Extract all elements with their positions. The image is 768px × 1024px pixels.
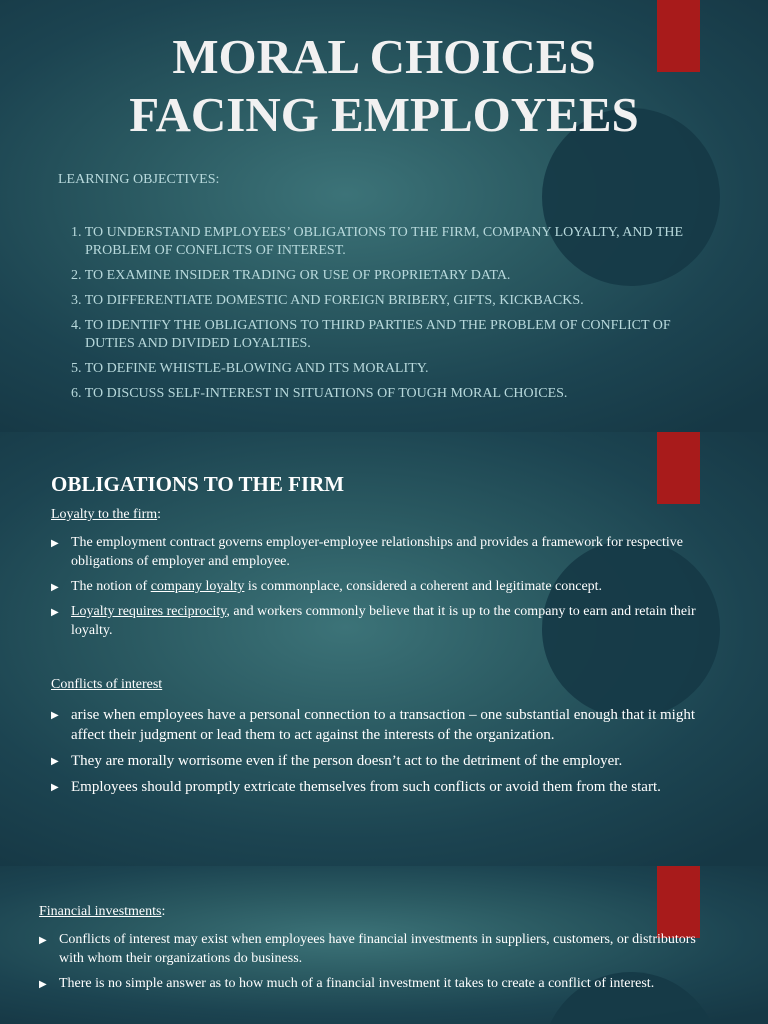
bullet-text: arise when employees have a personal connection to a transaction – one substantial enough that it might affect their judgment or lead them to act against the interests of the organization.	[71, 707, 695, 743]
loyalty-label: Loyalty to the firm	[51, 507, 158, 522]
list-item	[51, 777, 711, 797]
bullet-text: , and workers commonly believe that it is up to the company to earn and retain their loyalty.	[71, 604, 696, 638]
bullet-arrow-icon: ▶	[51, 756, 59, 767]
conflicts-subheading	[51, 677, 162, 693]
bullet-text: They are morally worrisome even if the person doesn’t act to the detriment of the employer.	[71, 753, 623, 769]
bullet-arrow-icon: ▶	[51, 607, 59, 618]
bullet-text: is commonplace, considered a coherent and legitimate concept.	[244, 579, 603, 594]
bullet-text: Conflicts of interest may exist when employees have financial investments in suppliers, customers, or distributors with whom their organizations do business.	[59, 932, 696, 966]
objective-item: 2. TO EXAMINE INSIDER TRADING OR USE OF PROPRIETARY DATA.	[71, 268, 511, 283]
list-item	[51, 533, 701, 571]
objective-item: 4. TO IDENTIFY THE OBLIGATIONS TO THIRD PARTIES AND THE PROBLEM OF CONFLICT OF DUTIES AND DIVIDED LOYALTIES.	[71, 318, 671, 351]
loyalty-colon: :	[157, 507, 162, 522]
financial-label: Financial investments	[39, 904, 162, 919]
list-item	[51, 751, 711, 771]
slide-learning-objectives	[0, 0, 768, 432]
financial-bullets	[39, 930, 719, 999]
objectives-list	[58, 224, 718, 410]
bullet-arrow-icon: ▶	[51, 538, 59, 549]
bullet-arrow-icon: ▶	[51, 710, 59, 721]
financial-subheading	[39, 904, 165, 920]
title-line-2: FACING EMPLOYEES	[129, 87, 639, 142]
bullet-arrow-icon: ▶	[51, 582, 59, 593]
slide-title	[0, 28, 768, 144]
bullet-arrow-icon: ▶	[39, 935, 47, 946]
financial-colon: :	[161, 904, 166, 919]
objective-item: 1. TO UNDERSTAND EMPLOYEES’ OBLIGATIONS TO THE FIRM, COMPANY LOYALTY, AND THE PROBLEM OF CONFLICTS OF INTEREST.	[71, 225, 684, 258]
list-item	[51, 705, 711, 745]
bullet-arrow-icon: ▶	[51, 782, 59, 793]
title-line-1: MORAL CHOICES	[172, 29, 596, 84]
section-heading: OBLIGATIONS TO THE FIRM	[51, 472, 345, 496]
objectives-heading: LEARNING OBJECTIVES:	[58, 172, 220, 187]
loyalty-bullets	[51, 533, 701, 646]
bullet-text: There is no simple answer as to how much of a financial investment it takes to create a conflict of interest.	[59, 976, 655, 991]
list-item	[39, 974, 719, 993]
list-item	[39, 930, 719, 968]
list-item	[51, 577, 701, 596]
conflicts-bullets	[51, 705, 711, 803]
bullet-text: The notion of	[71, 579, 151, 594]
bullet-text: The employment contract governs employer-employee relationships and provides a framework for respective obligations of employer and employee.	[71, 535, 684, 569]
reciprocity-term: Loyalty requires reciprocity	[71, 604, 227, 619]
accent-red-bar	[657, 432, 700, 504]
slide-financial-investments	[0, 866, 768, 1024]
conflicts-label: Conflicts of interest	[51, 677, 163, 692]
objective-item: 5. TO DEFINE WHISTLE-BLOWING AND ITS MORALITY.	[71, 361, 429, 376]
list-item	[51, 602, 701, 640]
loyalty-subheading	[51, 507, 161, 523]
bullet-arrow-icon: ▶	[39, 979, 47, 990]
accent-red-bar	[657, 866, 700, 938]
bullet-text: Employees should promptly extricate themselves from such conflicts or avoid them from the start.	[71, 779, 661, 795]
objective-item: 3. TO DIFFERENTIATE DOMESTIC AND FOREIGN BRIBERY, GIFTS, KICKBACKS.	[71, 293, 584, 308]
company-loyalty-term: company loyalty	[150, 579, 245, 594]
objective-item: 6. TO DISCUSS SELF-INTEREST IN SITUATIONS OF TOUGH MORAL CHOICES.	[71, 386, 568, 401]
slide-obligations-to-firm	[0, 432, 768, 866]
